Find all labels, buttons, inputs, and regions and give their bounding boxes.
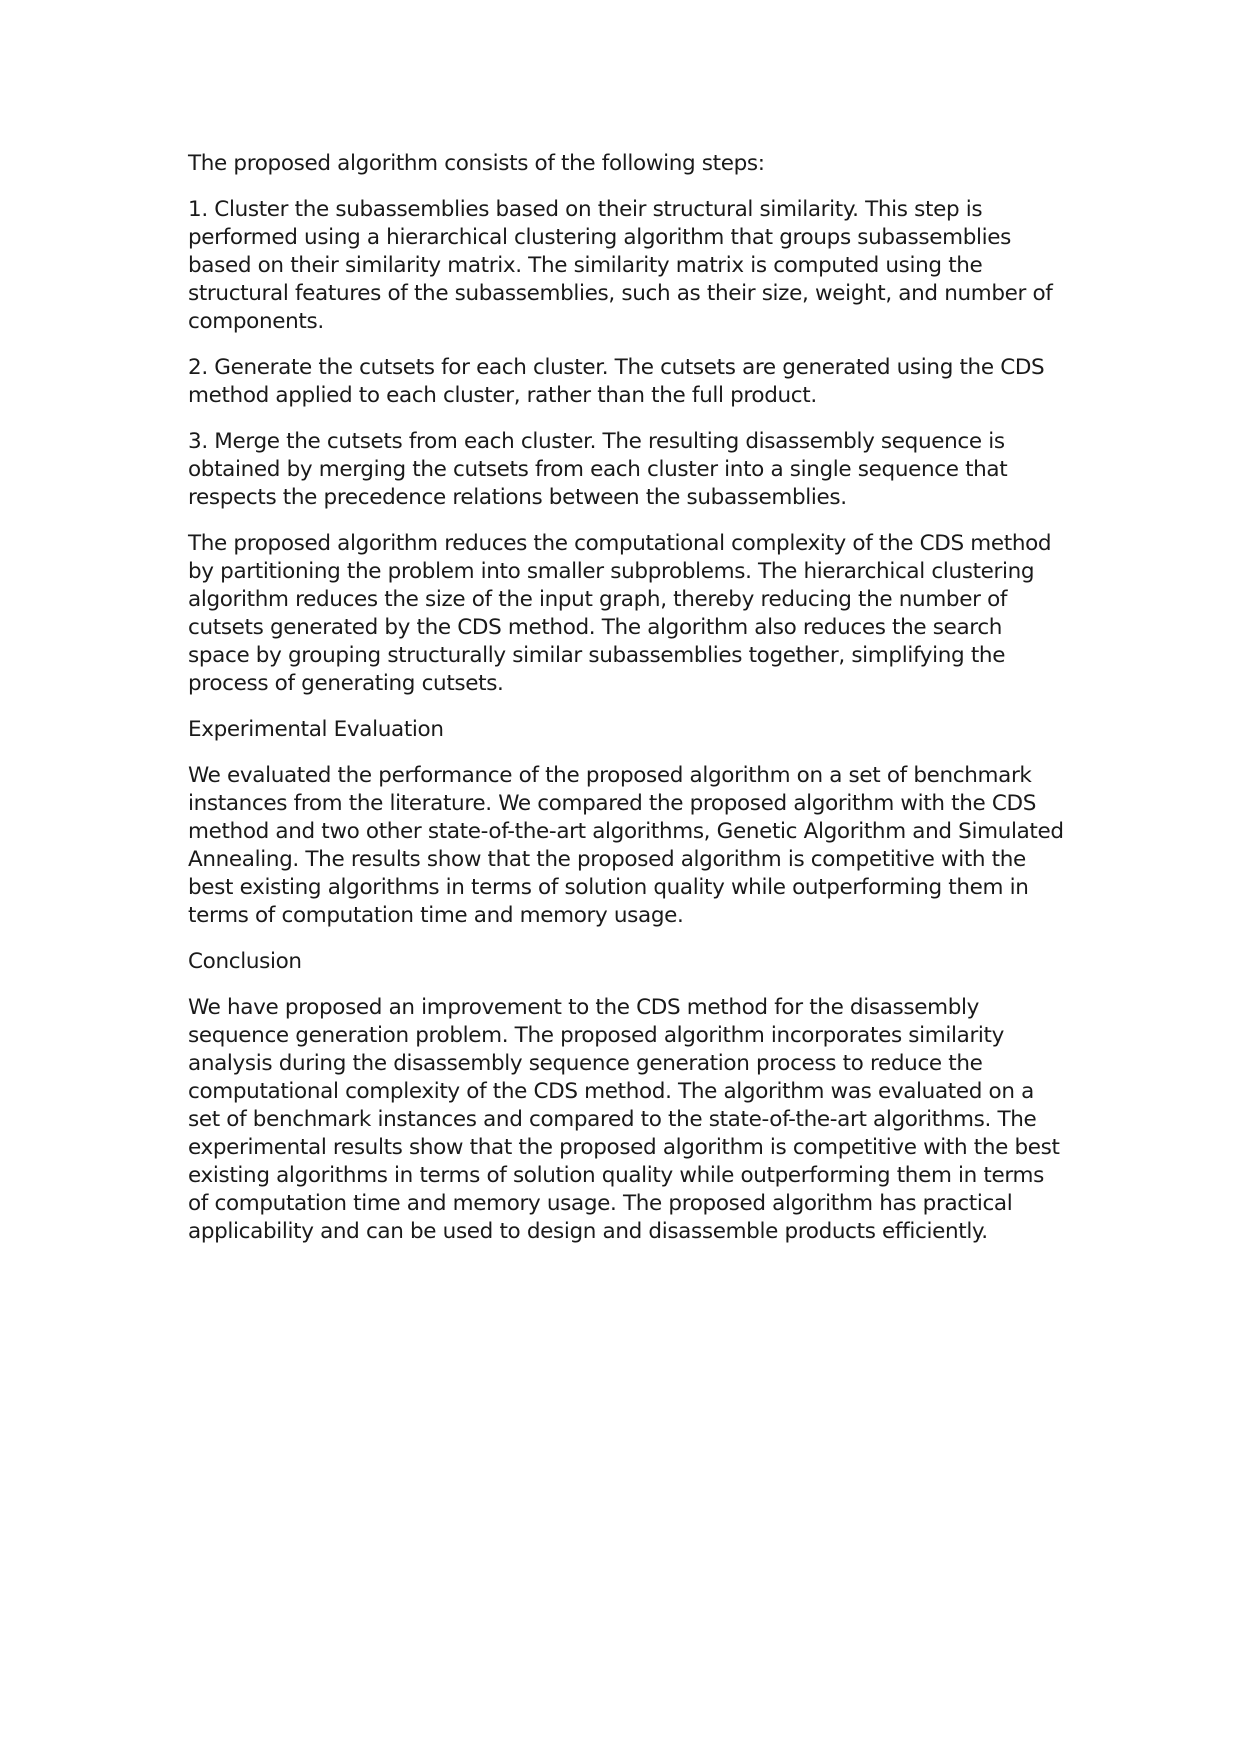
evaluation-paragraph: We evaluated the performance of the proposed algorithm on a set of benchmark instances from the literature. We compared the proposed algorithm with the CDS method and two other state-of-the-art algorithms, Genetic Algorithm and Simulated Annealing. The results show that the proposed algorithm is competitive with the best existing algorithms in terms of solution quality while outperforming them in terms of computation time and memory usage. [188,763,1064,928]
step-2-paragraph: 2. Generate the cutsets for each cluster. The cutsets are generated using the CDS method applied to each cluster, rather than the full product. [188,355,1045,408]
evaluation-heading: Experimental Evaluation [188,717,444,742]
intro-paragraph: The proposed algorithm consists of the following steps: [188,151,765,176]
conclusion-paragraph: We have proposed an improvement to the CDS method for the disassembly sequence generation problem. The proposed algorithm incorporates similarity analysis during the disassembly sequence generation process to reduce the computational complexity of the CDS method. The algorithm was evaluated on a set of benchmark instances and compared to the state-of-the-art algorithms. The experimental results show that the proposed algorithm is competitive with the best existing algorithms in terms of solution quality while outperforming them in terms of computation time and memory usage. The proposed algorithm has practical applicability and can be used to design and disassemble products efficiently. [188,995,1060,1244]
step-1-paragraph: 1. Cluster the subassemblies based on their structural similarity. This step is performed using a hierarchical clustering algorithm that groups subassemblies based on their similarity matrix. The similarity matrix is computed using the structural features of the subassemblies, such as their size, weight, and number of components. [188,197,1053,334]
step-3-paragraph: 3. Merge the cutsets from each cluster. The resulting disassembly sequence is obtained by merging the cutsets from each cluster into a single sequence that respects the precedence relations between the subassemblies. [188,429,1008,510]
summary-paragraph: The proposed algorithm reduces the computational complexity of the CDS method by partitioning the problem into smaller subproblems. The hierarchical clustering algorithm reduces the size of the input graph, thereby reducing the number of cutsets generated by the CDS method. The algorithm also reduces the search space by grouping structurally similar subassemblies together, simplifying the process of generating cutsets. [188,531,1052,696]
document-body [188,150,1068,1264]
conclusion-heading: Conclusion [188,949,302,974]
